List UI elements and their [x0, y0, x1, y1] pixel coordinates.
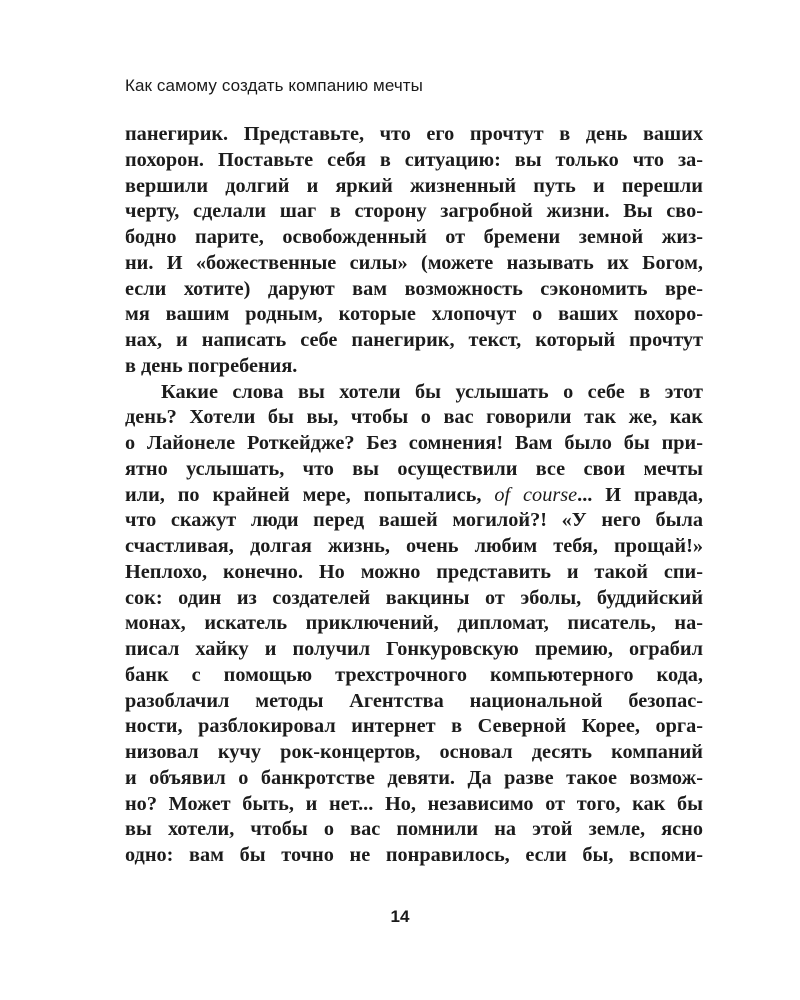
text-line: банк с помощью трехстрочного компьютерного кода, [125, 663, 703, 686]
page-number: 14 [390, 907, 410, 926]
text-line: нах, и написать себе панегирик, текст, который прочтут [125, 329, 703, 351]
text-line-mixed [125, 483, 703, 509]
text-line: но? Может быть, и нет... Но, независимо от того, как бы [125, 792, 703, 815]
text-line: ни. И «божественные силы» (можете называть их Богом, [125, 251, 703, 274]
text-line: мя вашим родным, которые хлопочут о ваших похоро- [125, 303, 703, 326]
text-line: Неплохо, конечно. Но можно представить и такой спи- [125, 560, 703, 583]
text-line: вы хотели, чтобы о вас помнили на этой земле, ясно [125, 818, 703, 841]
text-run: или, по крайней мере, попытались, [125, 483, 482, 506]
text-line: день? Хотели бы вы, чтобы о вас говорили так же, как [125, 406, 703, 429]
text-line: вершили долгий и яркий жизненный путь и перешли [125, 174, 703, 197]
text-line: что скажут люди перед вашей могилой?! «У него была [125, 509, 703, 532]
text-line: о Лайонеле Роткейдже? Без сомнения! Вам было бы при- [125, 432, 703, 454]
italic-phrase: of course [494, 483, 578, 506]
text-line: панегирик. Представьте, что его прочтут в день ваших [125, 123, 703, 145]
text-line: и объявил о банкротстве девяти. Да разве такое возмож- [125, 766, 703, 789]
text-line: монах, искатель приключений, дипломат, писатель, на- [125, 612, 703, 635]
text-line: бодно парите, освобожденный от бремени земной жиз- [125, 226, 703, 248]
text-line: писал хайку и получил Гонкуровскую премию, ограбил [125, 638, 703, 660]
text-line: сок: один из создателей вакцины от эболы, буддийский [125, 586, 703, 609]
text-line: черту, сделали шаг в сторону загробной жизни. Вы сво- [125, 200, 703, 223]
text-run: ... И правда, [577, 483, 704, 506]
text-line: в день погребения. [125, 354, 298, 377]
text-line: одно: вам бы точно не понравилось, если бы, вспоми- [125, 844, 703, 866]
text-line: низовал кучу рок-концертов, основал десять компаний [125, 741, 703, 763]
text-line: похорон. Поставьте себя в ситуацию: вы только что за- [125, 148, 703, 171]
text-line: ятно услышать, что вы осуществили все свои мечты [125, 457, 703, 480]
text-line: если хотите) даруют вам возможность сэкономить вре- [125, 277, 703, 300]
text-line: Какие слова вы хотели бы услышать о себе в этот [161, 380, 703, 403]
text-line: разоблачил методы Агентства национальной безопас- [125, 689, 703, 712]
text-line: ности, разблокировал интернет в Северной Корее, орга- [125, 715, 703, 738]
text-line: счастливая, долгая жизнь, очень любим тебя, прощай!» [125, 535, 703, 557]
running-head: Как самому создать компанию мечты [125, 76, 423, 95]
body-text [125, 122, 703, 869]
